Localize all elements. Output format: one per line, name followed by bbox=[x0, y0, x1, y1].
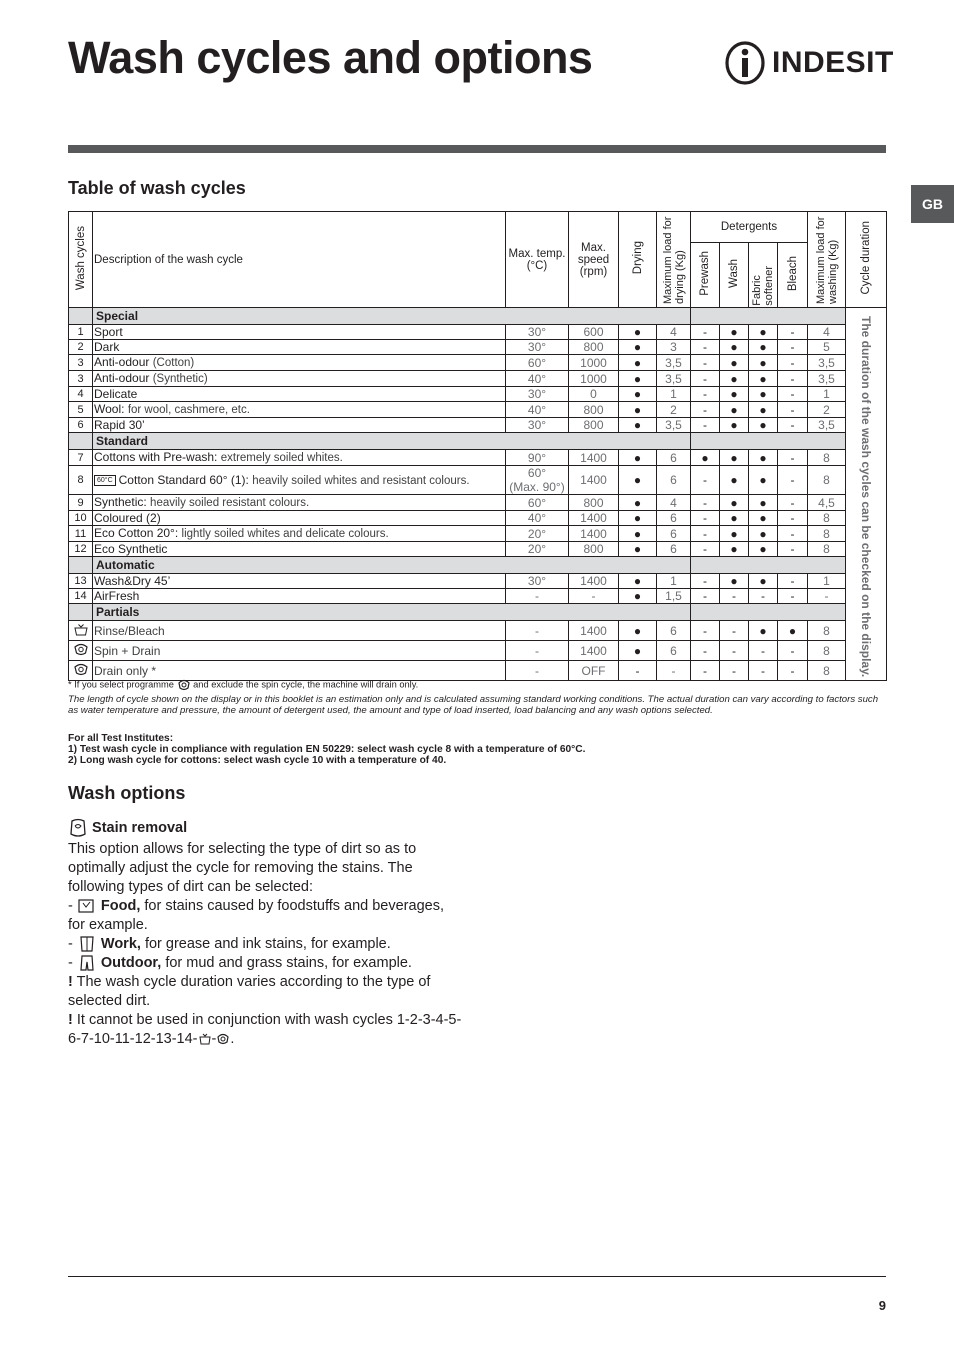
indesit-logo bbox=[724, 40, 894, 86]
max-speed: 1000 bbox=[569, 371, 619, 387]
group-label: Partials bbox=[93, 604, 691, 621]
softener-mark: - bbox=[749, 641, 778, 661]
wash-mark: - bbox=[720, 641, 749, 661]
cycle-description: Eco Synthetic bbox=[93, 542, 506, 557]
table-row bbox=[69, 621, 887, 641]
bleach-mark: - bbox=[778, 511, 808, 526]
max-speed: 1000 bbox=[569, 355, 619, 371]
page-title: Wash cycles and options bbox=[68, 32, 593, 83]
max-load-washing: 8 bbox=[808, 542, 846, 557]
prewash-mark: ● bbox=[691, 450, 720, 466]
duration-estimate-note: The length of cycle shown on the display or in this booklet is an estimation only and is calculated assuming standard working conditions. The actual duration can vary according to factors such as water temperature and pressure, the amount of detergent used, the amount and type of load inserted, load balancing and any wash options selected. bbox=[68, 694, 879, 716]
drying-mark: ● bbox=[619, 418, 657, 433]
max-speed: 800 bbox=[569, 402, 619, 418]
table-row bbox=[69, 371, 887, 387]
cycle-description: Anti-odour (Cotton) bbox=[93, 355, 506, 371]
max-temp: 90° bbox=[506, 450, 569, 466]
col-prewash: Prewash bbox=[691, 243, 720, 308]
spin-drain-icon bbox=[69, 641, 93, 661]
bleach-mark: - bbox=[778, 340, 808, 355]
table-row bbox=[69, 495, 887, 511]
prewash-mark: - bbox=[691, 526, 720, 542]
max-load-washing: 4,5 bbox=[808, 495, 846, 511]
table-row bbox=[69, 325, 887, 340]
cycle-description: Drain only * bbox=[93, 661, 506, 681]
cycle-number: 3 bbox=[69, 355, 93, 371]
cycle-description: Dark bbox=[93, 340, 506, 355]
prewash-mark: - bbox=[691, 371, 720, 387]
prewash-mark: - bbox=[691, 355, 720, 371]
col-wash: Wash bbox=[720, 243, 749, 308]
footer-rule bbox=[68, 1276, 886, 1277]
drying-mark: ● bbox=[619, 371, 657, 387]
max-load-washing: - bbox=[808, 589, 846, 604]
table-header-row bbox=[69, 212, 887, 243]
cycle-description: Sport bbox=[93, 325, 506, 340]
group-row-special bbox=[69, 308, 887, 325]
max-temp: 20° bbox=[506, 526, 569, 542]
drying-mark: ● bbox=[619, 466, 657, 495]
warning-conjunction: ! It cannot be used in conjunction with wash cycles 1-2-3-4-5-6-7-10-11-12-13-14- - . bbox=[68, 1012, 462, 1047]
cycle-number: 5 bbox=[69, 402, 93, 418]
max-load-washing: 5 bbox=[808, 340, 846, 355]
drying-mark: ● bbox=[619, 387, 657, 402]
cycle-description: Wool: for wool, cashmere, etc. bbox=[93, 402, 506, 418]
drying-mark: ● bbox=[619, 340, 657, 355]
spin-drain-icon bbox=[177, 679, 191, 691]
softener-mark: ● bbox=[749, 402, 778, 418]
max-temp: 30° bbox=[506, 387, 569, 402]
table-body bbox=[69, 308, 887, 681]
group-label: Special bbox=[93, 308, 691, 325]
prewash-mark: - bbox=[691, 542, 720, 557]
cycle-number: 9 bbox=[69, 495, 93, 511]
prewash-mark: - bbox=[691, 589, 720, 604]
cycle-description: Cottons with Pre-wash: extremely soiled whites. bbox=[93, 450, 506, 466]
cycle-number: 4 bbox=[69, 387, 93, 402]
table-row bbox=[69, 589, 887, 604]
softener-mark: ● bbox=[749, 511, 778, 526]
max-load-washing: 8 bbox=[808, 526, 846, 542]
prewash-mark: - bbox=[691, 402, 720, 418]
prewash-mark: - bbox=[691, 466, 720, 495]
softener-mark: ● bbox=[749, 325, 778, 340]
softener-mark: ● bbox=[749, 387, 778, 402]
max-load-washing: 8 bbox=[808, 466, 846, 495]
test-title: For all Test Institutes: bbox=[68, 733, 174, 744]
cycle-number: 13 bbox=[69, 574, 93, 589]
softener-mark: ● bbox=[749, 574, 778, 589]
wash-mark: ● bbox=[720, 402, 749, 418]
bleach-mark: - bbox=[778, 641, 808, 661]
drying-mark: ● bbox=[619, 325, 657, 340]
bleach-mark: ● bbox=[778, 621, 808, 641]
cycle-number: 14 bbox=[69, 589, 93, 604]
max-load-drying: 6 bbox=[657, 621, 691, 641]
table-row bbox=[69, 511, 887, 526]
max-speed: 1400 bbox=[569, 450, 619, 466]
max-load-drying: - bbox=[657, 661, 691, 681]
bleach-mark: - bbox=[778, 402, 808, 418]
bleach-mark: - bbox=[778, 418, 808, 433]
cycle-description: Anti-odour (Synthetic) bbox=[93, 371, 506, 387]
bleach-mark: - bbox=[778, 526, 808, 542]
bleach-mark: - bbox=[778, 542, 808, 557]
drying-mark: ● bbox=[619, 542, 657, 557]
max-temp: 40° bbox=[506, 511, 569, 526]
softener-mark: ● bbox=[749, 340, 778, 355]
max-speed: 800 bbox=[569, 418, 619, 433]
wash-mark: ● bbox=[720, 355, 749, 371]
max-speed: 800 bbox=[569, 340, 619, 355]
spin-drain-icon bbox=[216, 1033, 230, 1045]
max-temp: 30° bbox=[506, 340, 569, 355]
softener-mark: - bbox=[749, 661, 778, 681]
drying-mark: ● bbox=[619, 511, 657, 526]
max-load-washing: 8 bbox=[808, 621, 846, 641]
prewash-mark: - bbox=[691, 574, 720, 589]
max-load-drying: 1 bbox=[657, 387, 691, 402]
max-temp: 40° bbox=[506, 402, 569, 418]
outdoor-option: - Outdoor, for mud and grass stains, for example. bbox=[68, 955, 412, 971]
max-temp: 30° bbox=[506, 574, 569, 589]
max-load-drying: 3 bbox=[657, 340, 691, 355]
cycle-number: 7 bbox=[69, 450, 93, 466]
cycle-number: 8 bbox=[69, 466, 93, 495]
wash-mark: - bbox=[720, 621, 749, 641]
wash-mark: ● bbox=[720, 542, 749, 557]
max-load-washing: 2 bbox=[808, 402, 846, 418]
max-load-drying: 2 bbox=[657, 402, 691, 418]
group-row-partials bbox=[69, 604, 887, 621]
softener-mark: ● bbox=[749, 450, 778, 466]
cycle-number: 11 bbox=[69, 526, 93, 542]
stain-removal-option bbox=[68, 818, 463, 1049]
stain-removal-title: Stain removal bbox=[92, 819, 188, 836]
group-label: Standard bbox=[93, 433, 691, 450]
header-rule bbox=[68, 145, 886, 153]
wash-mark: ● bbox=[720, 325, 749, 340]
softener-mark: ● bbox=[749, 466, 778, 495]
max-load-washing: 4 bbox=[808, 325, 846, 340]
temp-badge-icon: 60°C bbox=[94, 475, 116, 486]
cycle-description: 60°C Cotton Standard 60° (1): heavily soiled whites and resistant colours. bbox=[93, 466, 506, 495]
table-row bbox=[69, 418, 887, 433]
wash-cycles-table bbox=[68, 211, 887, 681]
drying-mark: ● bbox=[619, 495, 657, 511]
warning-duration: ! The wash cycle duration varies according to the type of selected dirt. bbox=[68, 974, 431, 1009]
test-item-1: 1) Test wash cycle in compliance with regulation EN 50229: select wash cycle 8 with a temperature of 60°C. bbox=[68, 744, 586, 755]
wash-mark: ● bbox=[720, 466, 749, 495]
max-temp: 60° bbox=[506, 355, 569, 371]
drying-mark: ● bbox=[619, 450, 657, 466]
prewash-mark: - bbox=[691, 661, 720, 681]
max-load-drying: 6 bbox=[657, 526, 691, 542]
max-speed: 1400 bbox=[569, 641, 619, 661]
prewash-mark: - bbox=[691, 621, 720, 641]
bleach-mark: - bbox=[778, 450, 808, 466]
cycle-description: Wash&Dry 45’ bbox=[93, 574, 506, 589]
cycle-description: Rinse/Bleach bbox=[93, 621, 506, 641]
max-load-washing: 1 bbox=[808, 387, 846, 402]
prewash-mark: - bbox=[691, 340, 720, 355]
max-load-washing: 1 bbox=[808, 574, 846, 589]
col-max-speed: Max. speed (rpm) bbox=[569, 212, 619, 308]
table-row bbox=[69, 466, 887, 495]
max-speed: 0 bbox=[569, 387, 619, 402]
max-speed: 1400 bbox=[569, 511, 619, 526]
drying-mark: ● bbox=[619, 574, 657, 589]
softener-mark: ● bbox=[749, 355, 778, 371]
softener-mark: ● bbox=[749, 418, 778, 433]
wash-mark: ● bbox=[720, 511, 749, 526]
drying-mark: ● bbox=[619, 589, 657, 604]
max-temp: - bbox=[506, 641, 569, 661]
drying-mark: - bbox=[619, 661, 657, 681]
col-max-temp: Max. temp. (°C) bbox=[506, 212, 569, 308]
test-item-2: 2) Long wash cycle for cottons: select wash cycle 10 with a temperature of 40. bbox=[68, 755, 447, 766]
cycle-description: Synthetic: heavily soiled resistant colours. bbox=[93, 495, 506, 511]
wash-mark: ● bbox=[720, 387, 749, 402]
wash-mark: - bbox=[720, 661, 749, 681]
col-bleach: Bleach bbox=[778, 243, 808, 308]
max-load-washing: 8 bbox=[808, 661, 846, 681]
col-fabric-softener: Fabric softener bbox=[749, 243, 778, 308]
stain-removal-icon bbox=[68, 818, 88, 838]
softener-mark: - bbox=[749, 589, 778, 604]
cycle-description: Spin + Drain bbox=[93, 641, 506, 661]
col-max-load-washing: Maximum load for washing (Kg) bbox=[808, 212, 846, 308]
table-row bbox=[69, 641, 887, 661]
cycle-number: 6 bbox=[69, 418, 93, 433]
wash-mark: ● bbox=[720, 574, 749, 589]
max-load-drying: 6 bbox=[657, 511, 691, 526]
max-temp: 60° (Max. 90°) bbox=[506, 466, 569, 495]
prewash-mark: - bbox=[691, 325, 720, 340]
max-load-drying: 4 bbox=[657, 325, 691, 340]
drying-mark: ● bbox=[619, 355, 657, 371]
max-load-drying: 4 bbox=[657, 495, 691, 511]
max-speed: 1400 bbox=[569, 621, 619, 641]
col-description: Description of the wash cycle bbox=[93, 212, 506, 308]
drain-only-icon bbox=[69, 661, 93, 681]
max-load-drying: 3,5 bbox=[657, 355, 691, 371]
outdoor-icon bbox=[77, 954, 97, 972]
max-load-drying: 3,5 bbox=[657, 371, 691, 387]
food-option: - Food, for stains caused by foodstuffs and beverages, for example. bbox=[68, 898, 444, 933]
bleach-mark: - bbox=[778, 589, 808, 604]
cycle-description: Rapid 30’ bbox=[93, 418, 506, 433]
max-speed: - bbox=[569, 589, 619, 604]
group-row-standard bbox=[69, 433, 887, 450]
max-load-washing: 8 bbox=[808, 450, 846, 466]
softener-mark: ● bbox=[749, 621, 778, 641]
max-load-washing: 3,5 bbox=[808, 418, 846, 433]
wash-mark: ● bbox=[720, 526, 749, 542]
table-row bbox=[69, 450, 887, 466]
col-cycle-duration: Cycle duration bbox=[846, 212, 887, 308]
max-temp: 30° bbox=[506, 325, 569, 340]
max-load-washing: 3,5 bbox=[808, 355, 846, 371]
cycle-number: 1 bbox=[69, 325, 93, 340]
wash-mark: ● bbox=[720, 418, 749, 433]
table-section-title: Table of wash cycles bbox=[68, 178, 246, 198]
wash-mark: ● bbox=[720, 371, 749, 387]
table-row bbox=[69, 661, 887, 681]
wash-mark: ● bbox=[720, 495, 749, 511]
table-row bbox=[69, 526, 887, 542]
group-row-automatic bbox=[69, 557, 887, 574]
group-label: Automatic bbox=[93, 557, 691, 574]
max-speed: 800 bbox=[569, 542, 619, 557]
prewash-mark: - bbox=[691, 495, 720, 511]
col-max-load-drying: Maximum load for drying (Kg) bbox=[657, 212, 691, 308]
wash-mark: ● bbox=[720, 450, 749, 466]
work-option: - Work, for grease and ink stains, for example. bbox=[68, 936, 391, 952]
table-row bbox=[69, 355, 887, 371]
table-row bbox=[69, 402, 887, 418]
max-speed: 800 bbox=[569, 495, 619, 511]
max-load-drying: 1,5 bbox=[657, 589, 691, 604]
max-load-drying: 6 bbox=[657, 542, 691, 557]
cycle-number: 12 bbox=[69, 542, 93, 557]
col-drying: Drying bbox=[619, 212, 657, 308]
stain-intro: This option allows for selecting the type of dirt so as to optimally adjust the cycle for removing the stains. The following types of dirt can be selected: bbox=[68, 841, 417, 895]
rinse-bleach-icon bbox=[198, 1033, 212, 1045]
bleach-mark: - bbox=[778, 387, 808, 402]
drying-mark: ● bbox=[619, 402, 657, 418]
max-speed: 1400 bbox=[569, 526, 619, 542]
max-load-washing: 8 bbox=[808, 511, 846, 526]
col-detergents: Detergents bbox=[691, 212, 808, 243]
cycle-number: 3 bbox=[69, 371, 93, 387]
cycle-description: Coloured (2) bbox=[93, 511, 506, 526]
bleach-mark: - bbox=[778, 661, 808, 681]
softener-mark: ● bbox=[749, 526, 778, 542]
cycle-number: 10 bbox=[69, 511, 93, 526]
cycle-description: Eco Cotton 20°: lightly soiled whites and delicate colours. bbox=[93, 526, 506, 542]
duration-note: The duration of the wash cycles can be checked on the display. bbox=[846, 308, 887, 681]
bleach-mark: - bbox=[778, 355, 808, 371]
max-load-drying: 6 bbox=[657, 450, 691, 466]
prewash-mark: - bbox=[691, 418, 720, 433]
prewash-mark: - bbox=[691, 641, 720, 661]
max-load-drying: 6 bbox=[657, 466, 691, 495]
max-load-drying: 6 bbox=[657, 641, 691, 661]
bleach-mark: - bbox=[778, 574, 808, 589]
wash-mark: ● bbox=[720, 340, 749, 355]
softener-mark: ● bbox=[749, 542, 778, 557]
max-temp: - bbox=[506, 621, 569, 641]
cycle-description: Delicate bbox=[93, 387, 506, 402]
drying-mark: ● bbox=[619, 621, 657, 641]
page-number: 9 bbox=[878, 1298, 886, 1313]
food-icon bbox=[77, 897, 97, 915]
max-speed: 1400 bbox=[569, 574, 619, 589]
max-load-drying: 1 bbox=[657, 574, 691, 589]
col-wash-cycles: Wash cycles bbox=[69, 212, 93, 308]
table-row bbox=[69, 340, 887, 355]
max-load-washing: 8 bbox=[808, 641, 846, 661]
max-speed: 1400 bbox=[569, 466, 619, 495]
max-temp: 20° bbox=[506, 542, 569, 557]
bleach-mark: - bbox=[778, 371, 808, 387]
table-row bbox=[69, 542, 887, 557]
drying-mark: ● bbox=[619, 526, 657, 542]
prewash-mark: - bbox=[691, 511, 720, 526]
language-tab: GB bbox=[911, 185, 954, 223]
max-temp: - bbox=[506, 661, 569, 681]
max-temp: 60° bbox=[506, 495, 569, 511]
wash-mark: - bbox=[720, 589, 749, 604]
bleach-mark: - bbox=[778, 495, 808, 511]
prewash-mark: - bbox=[691, 387, 720, 402]
bleach-mark: - bbox=[778, 466, 808, 495]
max-speed: 600 bbox=[569, 325, 619, 340]
max-temp: 40° bbox=[506, 371, 569, 387]
table-row bbox=[69, 387, 887, 402]
cycle-description: AirFresh bbox=[93, 589, 506, 604]
drying-mark: ● bbox=[619, 641, 657, 661]
options-section-title: Wash options bbox=[68, 783, 186, 803]
work-icon bbox=[77, 935, 97, 953]
max-speed: OFF bbox=[569, 661, 619, 681]
drain-footnote: * If you select programme and exclude the spin cycle, the machine will drain only. bbox=[68, 679, 419, 690]
max-temp: 30° bbox=[506, 418, 569, 433]
rinse-bleach-icon bbox=[69, 621, 93, 641]
indesit-i-icon bbox=[724, 40, 766, 86]
test-institutes bbox=[68, 733, 585, 766]
table-row bbox=[69, 574, 887, 589]
brand-name: INDESIT bbox=[772, 46, 894, 79]
max-load-washing: 3,5 bbox=[808, 371, 846, 387]
bleach-mark: - bbox=[778, 325, 808, 340]
cycle-number: 2 bbox=[69, 340, 93, 355]
softener-mark: ● bbox=[749, 371, 778, 387]
max-temp: - bbox=[506, 589, 569, 604]
softener-mark: ● bbox=[749, 495, 778, 511]
max-load-drying: 3,5 bbox=[657, 418, 691, 433]
